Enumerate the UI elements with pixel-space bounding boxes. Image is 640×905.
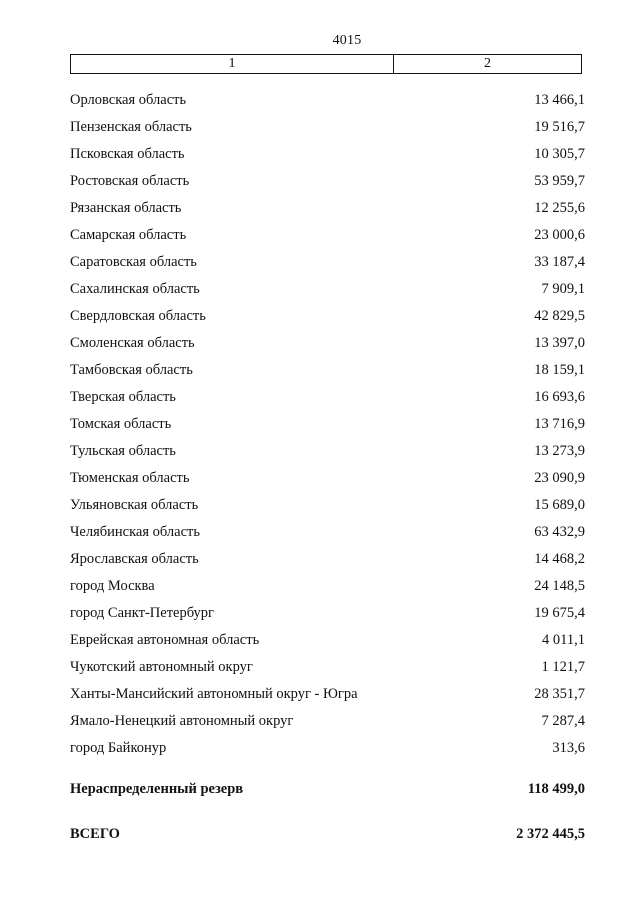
region-value: 13 716,9 [534, 416, 585, 432]
table-row [70, 87, 585, 114]
table-row [70, 249, 585, 276]
table-row [70, 654, 585, 681]
region-value: 23 090,9 [534, 470, 585, 486]
column-header-1: 1 [71, 55, 394, 73]
table-row [70, 357, 585, 384]
region-value: 13 273,9 [534, 443, 585, 459]
table-row [70, 573, 585, 600]
region-value: 13 466,1 [534, 92, 585, 108]
region-name: Челябинская область [70, 524, 200, 540]
total-label: ВСЕГО [70, 826, 120, 842]
region-value: 19 516,7 [534, 119, 585, 135]
region-value: 14 468,2 [534, 551, 585, 567]
column-header-2: 2 [484, 56, 491, 71]
region-name: Тверская область [70, 389, 176, 405]
table-row [70, 276, 585, 303]
region-name: Ямало-Ненецкий автономный округ [70, 713, 294, 729]
table-row [70, 438, 585, 465]
column-header-row [70, 54, 582, 74]
table-row [70, 546, 585, 573]
table-row [70, 168, 585, 195]
region-value: 28 351,7 [534, 686, 585, 702]
region-name: Свердловская область [70, 308, 206, 324]
table-row [70, 519, 585, 546]
table-row [70, 384, 585, 411]
table-row [70, 195, 585, 222]
region-value: 7 909,1 [541, 281, 585, 297]
table-row [70, 114, 585, 141]
total-row [70, 826, 585, 843]
region-name: Тульская область [70, 443, 176, 459]
region-value: 1 121,7 [541, 659, 585, 675]
region-name: Тюменская область [70, 470, 190, 486]
region-name: Ульяновская область [70, 497, 199, 513]
region-name: Орловская область [70, 92, 187, 108]
region-name: Псковская область [70, 146, 185, 162]
region-value: 33 187,4 [534, 254, 585, 270]
region-value: 19 675,4 [534, 605, 585, 621]
region-name: Чукотский автономный округ [70, 659, 253, 675]
region-name: Смоленская область [70, 335, 195, 351]
reserve-row [70, 781, 585, 798]
region-name: Еврейская автономная область [70, 632, 260, 648]
table-row [70, 411, 585, 438]
region-table [70, 87, 585, 762]
reserve-value: 118 499,0 [527, 781, 585, 797]
region-name: Саратовская область [70, 254, 197, 270]
table-row [70, 465, 585, 492]
region-value: 63 432,9 [534, 524, 585, 540]
table-row [70, 141, 585, 168]
region-value: 42 829,5 [534, 308, 585, 324]
region-name: город Санкт-Петербург [70, 605, 215, 621]
region-value: 16 693,6 [534, 389, 585, 405]
table-row [70, 681, 585, 708]
table-row [70, 735, 585, 762]
region-value: 15 689,0 [534, 497, 585, 513]
region-name: Сахалинская область [70, 281, 200, 297]
table-row [70, 492, 585, 519]
region-value: 7 287,4 [541, 713, 585, 729]
region-name: Пензенская область [70, 119, 192, 135]
table-row [70, 222, 585, 249]
page-number: 4015 [332, 33, 362, 48]
region-value: 13 397,0 [534, 335, 585, 351]
table-row [70, 627, 585, 654]
region-name: город Москва [70, 578, 155, 594]
region-name: Самарская область [70, 227, 187, 243]
region-value: 18 159,1 [534, 362, 585, 378]
region-value: 53 959,7 [534, 173, 585, 189]
table-row [70, 600, 585, 627]
region-value: 12 255,6 [534, 200, 585, 216]
reserve-label: Нераспределенный резерв [70, 781, 244, 797]
region-name: Ярославская область [70, 551, 199, 567]
table-row [70, 303, 585, 330]
region-name: Тамбовская область [70, 362, 193, 378]
region-value: 4 011,1 [542, 632, 585, 648]
region-name: Рязанская область [70, 200, 182, 216]
region-name: Ростовская область [70, 173, 190, 189]
region-value: 313,6 [552, 740, 585, 756]
region-value: 10 305,7 [534, 146, 585, 162]
region-value: 23 000,6 [534, 227, 585, 243]
total-value: 2 372 445,5 [516, 826, 585, 842]
table-row [70, 708, 585, 735]
table-row [70, 330, 585, 357]
region-name: Ханты-Мансийский автономный округ - Югра [70, 686, 358, 702]
region-name: город Байконур [70, 740, 167, 756]
region-name: Томская область [70, 416, 172, 432]
region-value: 24 148,5 [534, 578, 585, 594]
